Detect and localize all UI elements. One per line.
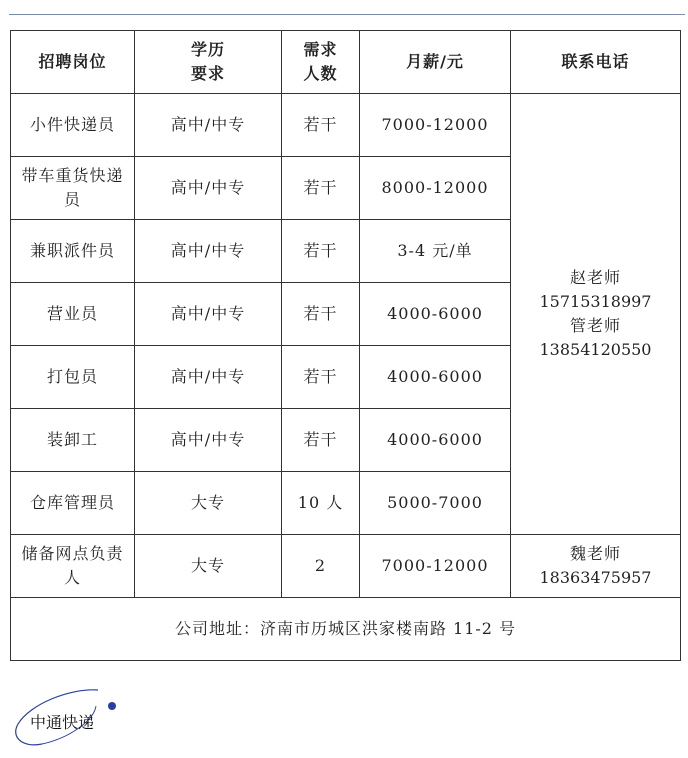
header-education-line2: 要求 bbox=[190, 64, 225, 83]
cell-salary: 7000-12000 bbox=[360, 94, 511, 157]
cell-count: 若干 bbox=[282, 283, 360, 346]
table-row bbox=[11, 94, 681, 157]
contact-phone: 18363475957 bbox=[539, 568, 652, 587]
cell-education: 大专 bbox=[135, 535, 282, 598]
cell-salary: 7000-12000 bbox=[360, 535, 511, 598]
cell-salary: 5000-7000 bbox=[360, 472, 511, 535]
cell-education: 高中/中专 bbox=[135, 220, 282, 283]
cell-salary: 4000-6000 bbox=[360, 283, 511, 346]
logo-dot-icon bbox=[108, 702, 116, 710]
contact-name: 魏老师 bbox=[569, 544, 621, 563]
cell-count: 若干 bbox=[282, 220, 360, 283]
cell-contact-secondary bbox=[511, 535, 681, 598]
cell-count: 10 人 bbox=[282, 472, 360, 535]
cell-education: 高中/中专 bbox=[135, 409, 282, 472]
header-phone: 联系电话 bbox=[511, 31, 681, 94]
contact-phone: 13854120550 bbox=[539, 340, 652, 359]
cell-count: 若干 bbox=[282, 157, 360, 220]
header-count bbox=[282, 31, 360, 94]
table-header-row bbox=[11, 31, 681, 94]
header-salary: 月薪/元 bbox=[360, 31, 511, 94]
cell-count: 若干 bbox=[282, 94, 360, 157]
cell-salary: 8000-12000 bbox=[360, 157, 511, 220]
contact-name: 管老师 bbox=[569, 316, 621, 335]
cell-education: 大专 bbox=[135, 472, 282, 535]
zto-logo bbox=[10, 686, 130, 752]
cell-salary: 3-4 元/单 bbox=[360, 220, 511, 283]
header-count-line1: 需求 bbox=[303, 40, 338, 59]
job-table bbox=[10, 30, 681, 661]
cell-position: 打包员 bbox=[11, 346, 135, 409]
table-row bbox=[11, 535, 681, 598]
header-education bbox=[135, 31, 282, 94]
cell-salary: 4000-6000 bbox=[360, 409, 511, 472]
cell-position: 储备网点负责人 bbox=[11, 535, 135, 598]
cell-education: 高中/中专 bbox=[135, 283, 282, 346]
cell-count: 若干 bbox=[282, 409, 360, 472]
cell-position: 带车重货快递员 bbox=[11, 157, 135, 220]
cell-contact-main bbox=[511, 94, 681, 535]
cell-position: 小件快递员 bbox=[11, 94, 135, 157]
cell-salary: 4000-6000 bbox=[360, 346, 511, 409]
contact-name: 赵老师 bbox=[569, 268, 621, 287]
contact-phone: 15715318997 bbox=[539, 292, 652, 311]
header-count-line2: 人数 bbox=[303, 64, 338, 83]
cell-count: 若干 bbox=[282, 346, 360, 409]
company-address: 公司地址：济南市历城区洪家楼南路 11-2 号 bbox=[11, 598, 681, 661]
cell-position: 营业员 bbox=[11, 283, 135, 346]
cell-position: 兼职派件员 bbox=[11, 220, 135, 283]
cell-education: 高中/中专 bbox=[135, 346, 282, 409]
cell-position: 仓库管理员 bbox=[11, 472, 135, 535]
top-divider bbox=[9, 14, 685, 15]
header-education-line1: 学历 bbox=[190, 40, 225, 59]
cell-position: 装卸工 bbox=[11, 409, 135, 472]
cell-count: 2 bbox=[282, 535, 360, 598]
header-position: 招聘岗位 bbox=[11, 31, 135, 94]
cell-education: 高中/中专 bbox=[135, 94, 282, 157]
logo-text: 中通快递 bbox=[30, 713, 95, 732]
cell-education: 高中/中专 bbox=[135, 157, 282, 220]
address-row bbox=[11, 598, 681, 661]
